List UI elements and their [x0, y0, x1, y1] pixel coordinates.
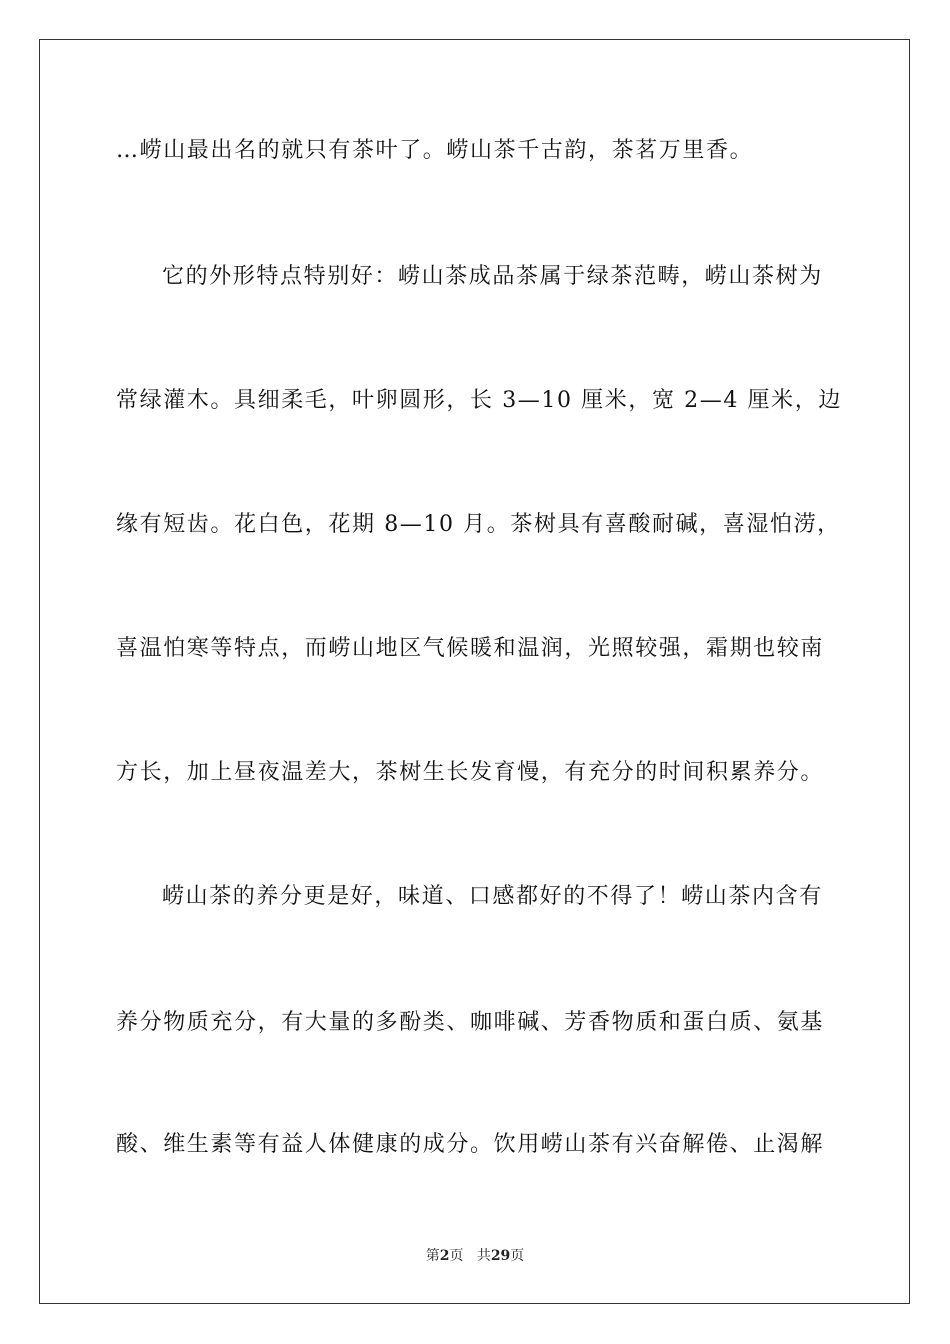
page-frame: [39, 39, 910, 1304]
footer-page-suffix: 页: [449, 1248, 464, 1264]
text-line-4: 缘有短齿。花白色，花期 8—10 月。茶树具有喜酸耐碱，喜湿怕涝，: [116, 512, 841, 537]
text-line-8: 养分物质充分，有大量的多酚类、咖啡碱、芳香物质和蛋白质、氨基: [116, 1010, 825, 1035]
text-line-9: 酸、维生素等有益人体健康的成分。饮用崂山茶有兴奋解倦、止渴解: [116, 1132, 825, 1157]
text-line-6: 方长，加上昼夜温差大，茶树生长发育慢，有充分的时间积累养分。: [116, 760, 825, 785]
text-line-2: 它的外形特点特别好：崂山茶成品茶属于绿茶范畴，崂山茶树为: [162, 264, 823, 289]
footer-prefix: 第: [425, 1248, 440, 1264]
page-footer: [0, 1246, 950, 1266]
text-line-3: 常绿灌木。具细柔毛，叶卵圆形，长 3—10 厘米，宽 2—4 厘米，边: [116, 388, 842, 413]
footer-total-suffix: 页: [510, 1248, 525, 1264]
text-line-7: 崂山茶的养分更是好，味道、口感都好的不得了！崂山茶内含有: [162, 884, 823, 909]
text-line-1: …崂山最出名的就只有茶叶了。崂山茶千古韵，茶茗万里香。: [116, 138, 754, 163]
footer-total-prefix: 共: [476, 1248, 491, 1264]
footer-page-number: 2: [439, 1248, 450, 1264]
text-line-5: 喜温怕寒等特点，而崂山地区气候暖和温润，光照较强，霜期也较南: [116, 636, 825, 661]
footer-total-pages: 29: [490, 1248, 511, 1264]
